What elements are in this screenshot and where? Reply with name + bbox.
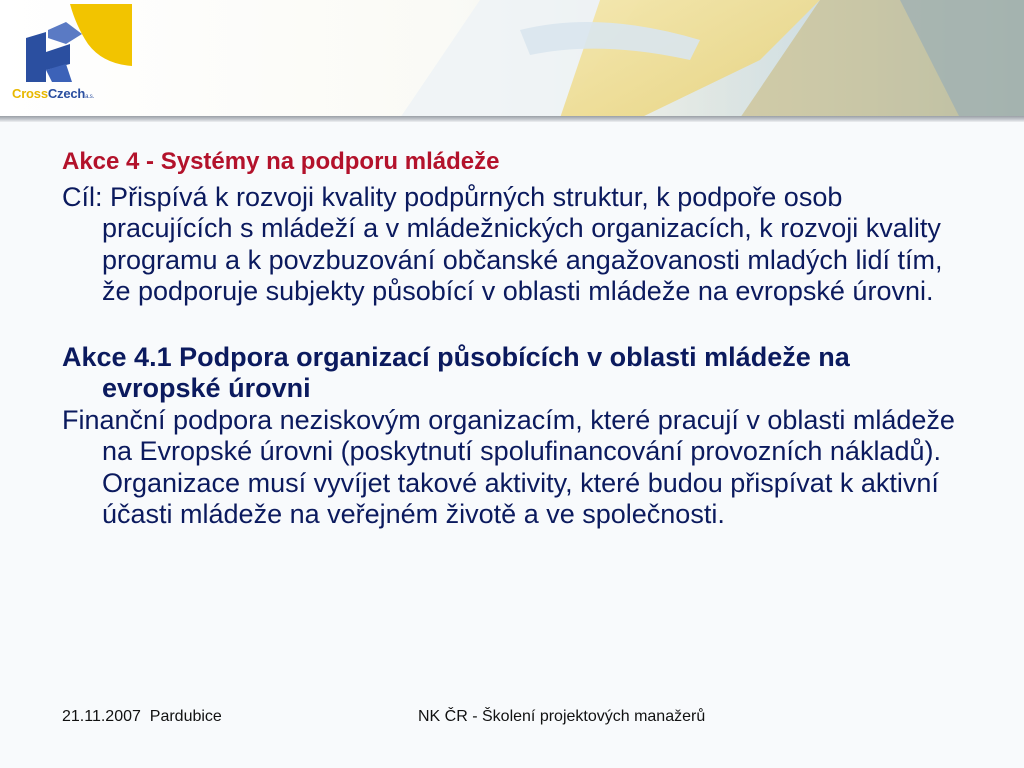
footer-date-place: 21.11.2007 Pardubice	[62, 708, 222, 725]
paragraph-cil: Cíl: Přispívá k rozvoji kvality podpůrných struktur, k podpoře osob pracujících s mládeží a v mládežnických organizacích, k rozvoji kvality programu a k povzbuzování občanské angažovanosti mladých lidí tím, že podporuje subjekty působící v oblasti mládeže na evropské úrovni.	[62, 181, 943, 306]
slide-content	[62, 146, 972, 531]
header-decoration-graphic	[0, 0, 1024, 118]
section-heading-akce-4-1: Akce 4.1 Podpora organizací působících v oblasti mládeže na evropské úrovni	[62, 341, 850, 403]
header-banner	[0, 0, 1024, 118]
logo-wordmark: CrossCzecha.s.	[12, 86, 95, 101]
footer-title: NK ČR - Školení projektových manažerů	[418, 708, 706, 725]
spacer	[62, 308, 972, 342]
paragraph-financni-podpora: Finanční podpora neziskovým organizacím, které pracují v oblasti mládeže na Evropské úrovni (poskytnutí spolufinancování provozních nákladů). Organizace musí vyvíjet takové aktivity, které budou přispívat k aktivní účasti mládeže na veřejném životě a ve společnosti.	[62, 404, 955, 529]
section-heading-akce-4: Akce 4 - Systémy na podporu mládeže	[62, 148, 500, 175]
header-divider	[0, 116, 1024, 122]
